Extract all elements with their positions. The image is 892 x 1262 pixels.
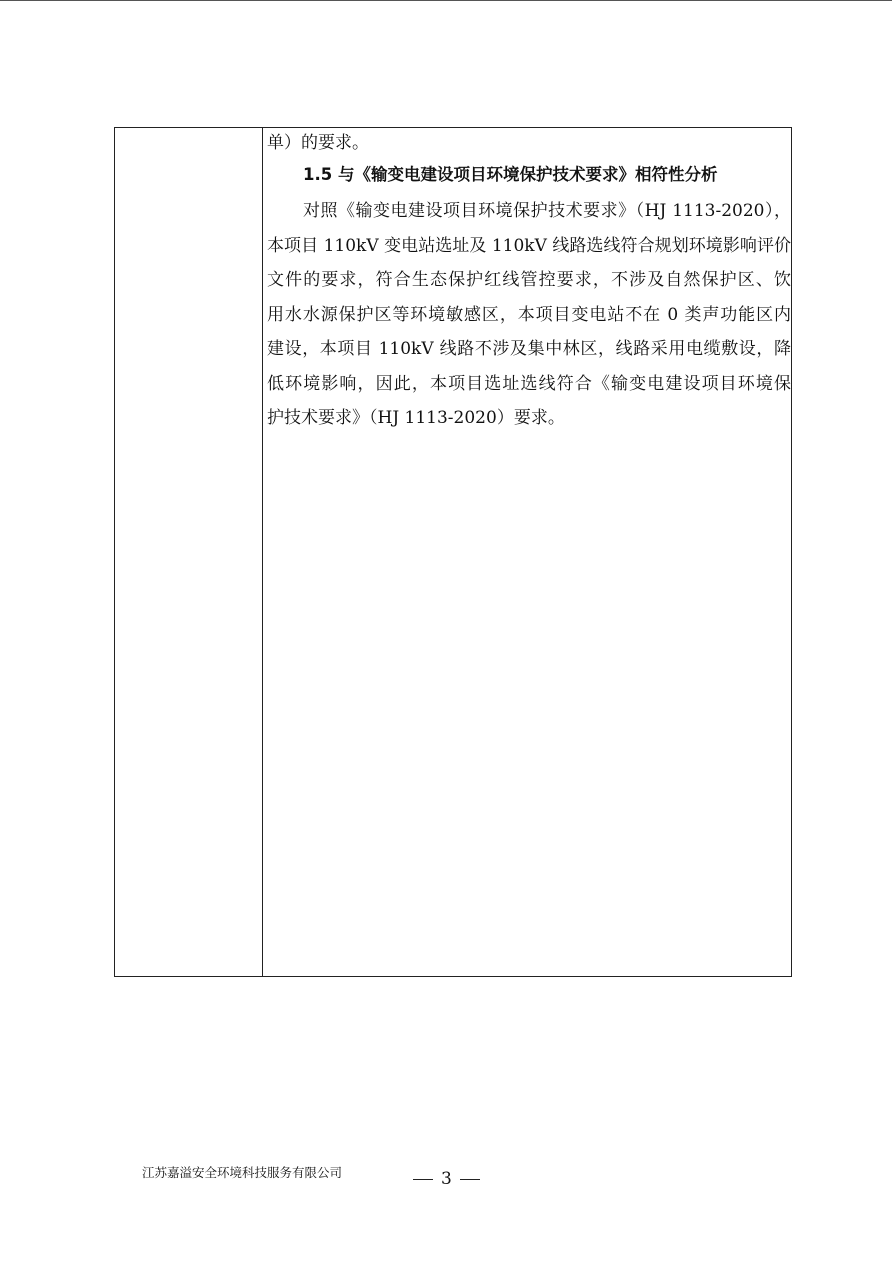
section-heading: 1.5 与《输变电建设项目环境保护技术要求》相符性分析: [303, 165, 718, 184]
page-number: 3: [441, 1169, 452, 1189]
footer-page-indicator: [405, 1167, 488, 1191]
dash-left: [413, 1179, 433, 1180]
body-line: 文件的要求，符合生态保护红线管控要求，不涉及自然保护区、饮: [267, 270, 791, 290]
body-line: 对照《输变电建设项目环境保护技术要求》（HJ 1113-2020），: [303, 201, 791, 221]
table-left-column: [115, 128, 263, 976]
top-border-line: [0, 0, 892, 1]
footer-company-name: 江苏嘉溢安全环境科技服务有限公司: [142, 1165, 343, 1180]
table-right-column: [267, 128, 791, 976]
continuation-line: 单）的要求。: [267, 133, 369, 153]
dash-right: [460, 1179, 480, 1180]
body-line: 建设，本项目 110kV 线路不涉及集中林区，线路采用电缆敷设，降: [267, 339, 791, 359]
body-line: 本项目 110kV 变电站选址及 110kV 线路选线符合规划环境影响评价: [267, 235, 791, 256]
body-line: 用水水源保护区等环境敏感区，本项目变电站不在 0 类声功能区内: [267, 304, 791, 325]
content-table: [114, 127, 792, 977]
body-line: 护技术要求》（HJ 1113-2020）要求。: [267, 408, 565, 428]
body-line: 低环境影响，因此，本项目选址选线符合《输变电建设项目环境保: [267, 373, 791, 394]
body-paragraph: [267, 194, 791, 436]
